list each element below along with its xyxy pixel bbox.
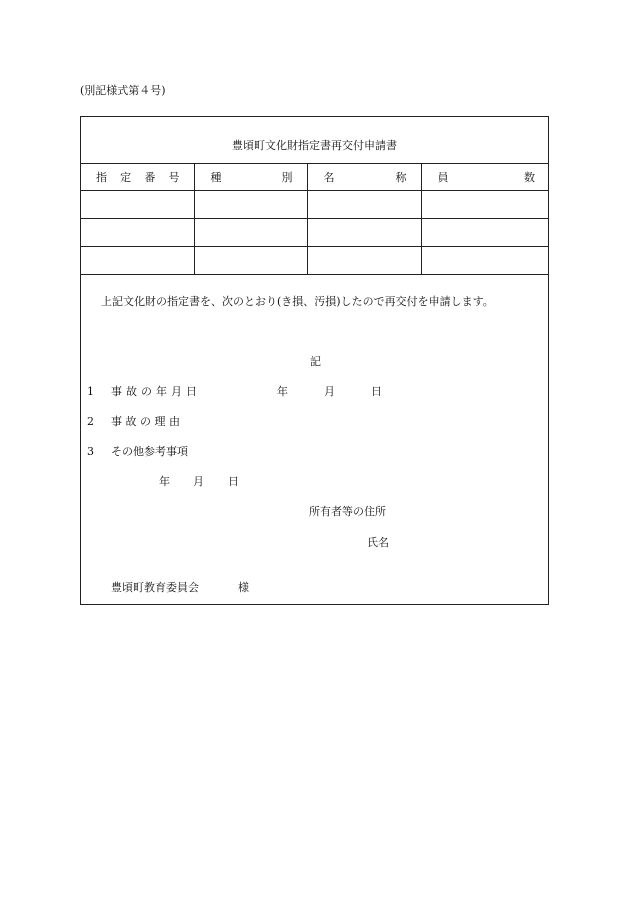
table-cell[interactable]	[194, 247, 307, 275]
header-type: 種 別	[194, 164, 307, 191]
table-cell[interactable]	[421, 247, 549, 275]
table-header-row	[80, 164, 549, 191]
owner-name-label: 氏名	[367, 536, 389, 549]
accident-day-label: 日	[371, 385, 382, 398]
table-cell[interactable]	[194, 219, 307, 247]
addressee: 豊頃町教育委員会	[111, 581, 199, 594]
header-name: 名 称	[307, 164, 421, 191]
item-accident-reason: 2 事 故 の 理 由	[87, 415, 180, 428]
form-number-label: (別記様式第４号)	[80, 84, 166, 97]
ki-heading: 記	[310, 355, 321, 368]
owner-address-label: 所有者等の住所	[309, 505, 386, 518]
application-month-label: 月	[193, 475, 204, 488]
table-row	[80, 247, 549, 275]
table-cell[interactable]	[307, 191, 421, 219]
item-other-notes: 3 その他参考事項	[87, 445, 188, 458]
header-quantity: 員 数	[421, 164, 549, 191]
item-accident-date: 1 事故の年月日	[87, 385, 201, 398]
table-cell[interactable]	[80, 219, 194, 247]
application-year-label: 年	[159, 475, 170, 488]
table-cell[interactable]	[307, 247, 421, 275]
table-cell[interactable]	[194, 191, 307, 219]
table-row	[80, 191, 549, 219]
accident-month-label: 月	[324, 385, 335, 398]
application-day-label: 日	[228, 475, 239, 488]
property-table	[80, 163, 549, 275]
table-cell[interactable]	[307, 219, 421, 247]
table-cell[interactable]	[421, 219, 549, 247]
accident-year-label: 年	[277, 385, 288, 398]
form-title: 豊頃町文化財指定書再交付申請書	[232, 139, 397, 152]
application-form-frame	[80, 116, 549, 605]
application-statement: 上記文化財の指定書を、次のとおり(き損、汚損)したので再交付を申請します。	[101, 295, 494, 308]
table-row	[80, 219, 549, 247]
table-cell[interactable]	[80, 247, 194, 275]
header-designation-number: 指 定 番 号	[80, 164, 194, 191]
table-cell[interactable]	[421, 191, 549, 219]
table-cell[interactable]	[80, 191, 194, 219]
honorific: 様	[238, 581, 249, 594]
